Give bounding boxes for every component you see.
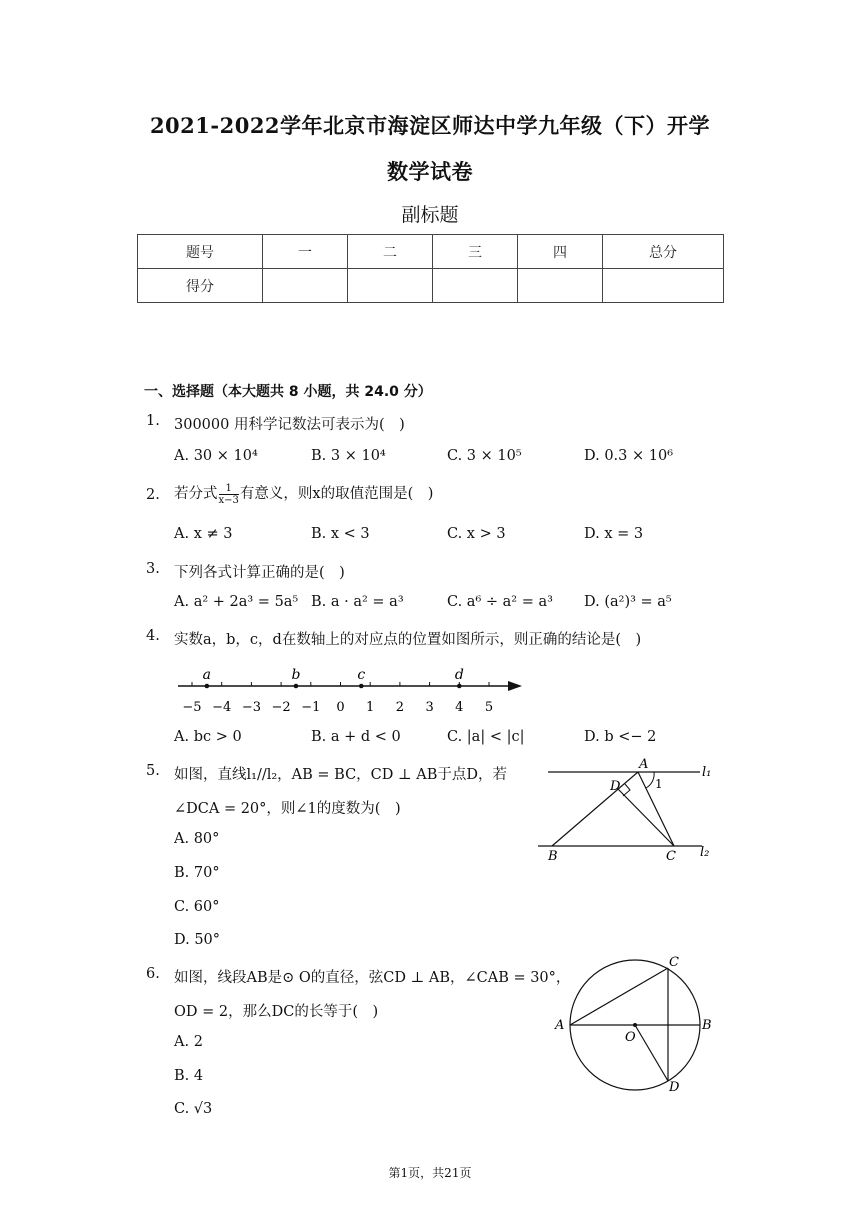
score-cell[interactable] <box>603 269 724 303</box>
right-angle-mark <box>623 784 630 796</box>
option-c[interactable]: C. 60° <box>174 899 220 915</box>
tick-label: −3 <box>241 700 261 715</box>
question-number: 3. <box>146 561 160 577</box>
question-stem: 下列各式计算正确的是( ) <box>174 565 345 581</box>
tick-label: 1 <box>366 700 375 715</box>
question-stem-line1: 如图，线段AB是⊙ O的直径，弦CD ⊥ AB，∠CAB = 30°， <box>174 970 571 986</box>
option-d[interactable]: D. b <− 2 <box>584 729 657 745</box>
label-angle-1: 1 <box>655 777 663 791</box>
parallel-lines-figure <box>530 752 730 870</box>
option-c[interactable]: C. |a| < |c| <box>447 729 525 745</box>
option-a[interactable]: A. x ≠ 3 <box>174 526 233 542</box>
label-d: D <box>610 779 621 794</box>
question-number: 4. <box>146 628 160 644</box>
number-line-ticks <box>182 682 493 715</box>
option-c[interactable]: C. x > 3 <box>447 526 506 542</box>
number-line-figure <box>170 660 530 716</box>
option-d[interactable]: D. x = 3 <box>584 526 644 542</box>
score-header-cell: 题号 <box>138 235 263 269</box>
segment-od <box>635 1025 668 1081</box>
option-b[interactable]: B. a + d < 0 <box>311 729 401 745</box>
point-label-b: b <box>291 667 301 683</box>
stem-text: 若分式 <box>174 486 218 502</box>
score-cell[interactable] <box>348 269 433 303</box>
score-header-cell: 四 <box>518 235 603 269</box>
score-header-cell: 一 <box>263 235 348 269</box>
option-b[interactable]: B. 4 <box>174 1068 204 1084</box>
tick-label: 2 <box>395 700 405 715</box>
score-header-cell: 总分 <box>603 235 724 269</box>
question-stem: 实数a，b，c，d在数轴上的对应点的位置如图所示，则正确的结论是( ) <box>174 632 642 648</box>
fraction <box>219 483 239 506</box>
circle-figure <box>548 952 720 1096</box>
label-a: A <box>555 1018 565 1033</box>
fraction-denominator: x−3 <box>218 494 239 506</box>
score-cell[interactable] <box>263 269 348 303</box>
option-a[interactable]: A. a² + 2a³ = 5a⁵ <box>174 594 299 610</box>
score-table-score-row <box>138 269 724 303</box>
option-b[interactable]: B. x < 3 <box>311 526 370 542</box>
question-number: 5. <box>146 763 160 779</box>
option-b[interactable]: B. a · a² = a³ <box>311 594 404 610</box>
tick-label: −2 <box>271 700 291 715</box>
score-cell[interactable] <box>518 269 603 303</box>
question-stem <box>174 482 433 506</box>
tick-label: −1 <box>301 700 321 715</box>
tick-label: 3 <box>425 700 434 715</box>
point-label-c: c <box>357 667 366 683</box>
score-table <box>137 234 724 303</box>
number-line-points <box>203 667 464 688</box>
tick-label: 0 <box>336 700 345 715</box>
score-table-header-row <box>138 235 724 269</box>
segment-ac <box>570 968 668 1025</box>
option-d[interactable]: D. 0.3 × 10⁶ <box>584 448 674 464</box>
exam-subtitle: 副标题 <box>401 204 459 226</box>
section-heading: 一、选择题（本大题共 8 小题，共 24.0 分） <box>144 384 432 400</box>
segment-ab <box>552 772 638 846</box>
question-stem-line1: 如图，直线l₁//l₂，AB = BC，CD ⊥ AB于点D，若 <box>174 767 508 783</box>
option-b[interactable]: B. 70° <box>174 865 220 881</box>
point-b <box>294 684 299 689</box>
point-d <box>457 684 462 689</box>
option-d[interactable]: D. 50° <box>174 932 221 948</box>
label-c: C <box>669 955 679 970</box>
option-c[interactable]: C. √3 <box>174 1101 213 1117</box>
option-b[interactable]: B. 3 × 10⁴ <box>311 448 386 464</box>
stem-text: 有意义，则x的取值范围是( ) <box>239 486 434 502</box>
score-cell[interactable] <box>433 269 518 303</box>
label-l1: l₁ <box>702 765 712 780</box>
label-a: A <box>639 757 649 772</box>
fraction-numerator: 1 <box>219 483 239 495</box>
segment-cd <box>618 789 674 846</box>
question-stem-line2: ∠DCA = 20°，则∠1的度数为( ) <box>174 801 401 817</box>
score-header-cell: 三 <box>433 235 518 269</box>
label-o: O <box>625 1030 636 1045</box>
point-label-a: a <box>202 667 212 683</box>
page-footer: 第1页，共21页 <box>388 1166 472 1180</box>
label-c: C <box>666 849 676 864</box>
option-d[interactable]: D. (a²)³ = a⁵ <box>584 594 672 610</box>
option-a[interactable]: A. 80° <box>174 831 220 847</box>
label-b: B <box>702 1018 712 1033</box>
option-c[interactable]: C. a⁶ ÷ a² = a³ <box>447 594 553 610</box>
question-stem-line2: OD = 2，那么DC的长等于( ) <box>174 1004 379 1020</box>
tick-label: 4 <box>455 700 464 715</box>
label-d: D <box>669 1080 680 1095</box>
exam-title-line2: 数学试卷 <box>387 159 473 184</box>
option-c[interactable]: C. 3 × 10⁵ <box>447 448 522 464</box>
question-stem: 300000 用科学记数法可表示为( ) <box>174 417 405 433</box>
question-number: 6. <box>146 966 160 982</box>
exam-title-line1: 2021-2022学年北京市海淀区师达中学九年级（下）开学 <box>149 113 711 138</box>
option-a[interactable]: A. 2 <box>174 1034 203 1050</box>
question-number: 2. <box>146 487 160 503</box>
option-a[interactable]: A. 30 × 10⁴ <box>174 448 258 464</box>
score-header-cell: 二 <box>348 235 433 269</box>
point-c <box>359 684 364 689</box>
point-a <box>205 684 210 689</box>
option-a[interactable]: A. bc > 0 <box>174 729 242 745</box>
arrow-icon <box>508 681 522 691</box>
center-point <box>633 1023 637 1027</box>
tick-label: −5 <box>182 700 202 715</box>
point-label-d: d <box>454 667 464 683</box>
tick-label: −4 <box>212 700 232 715</box>
tick-label: 5 <box>484 700 494 715</box>
score-row-label: 得分 <box>138 269 263 303</box>
angle-1-arc <box>646 772 654 788</box>
question-number: 1. <box>146 413 160 429</box>
label-b: B <box>548 849 558 864</box>
label-l2: l₂ <box>700 845 710 860</box>
